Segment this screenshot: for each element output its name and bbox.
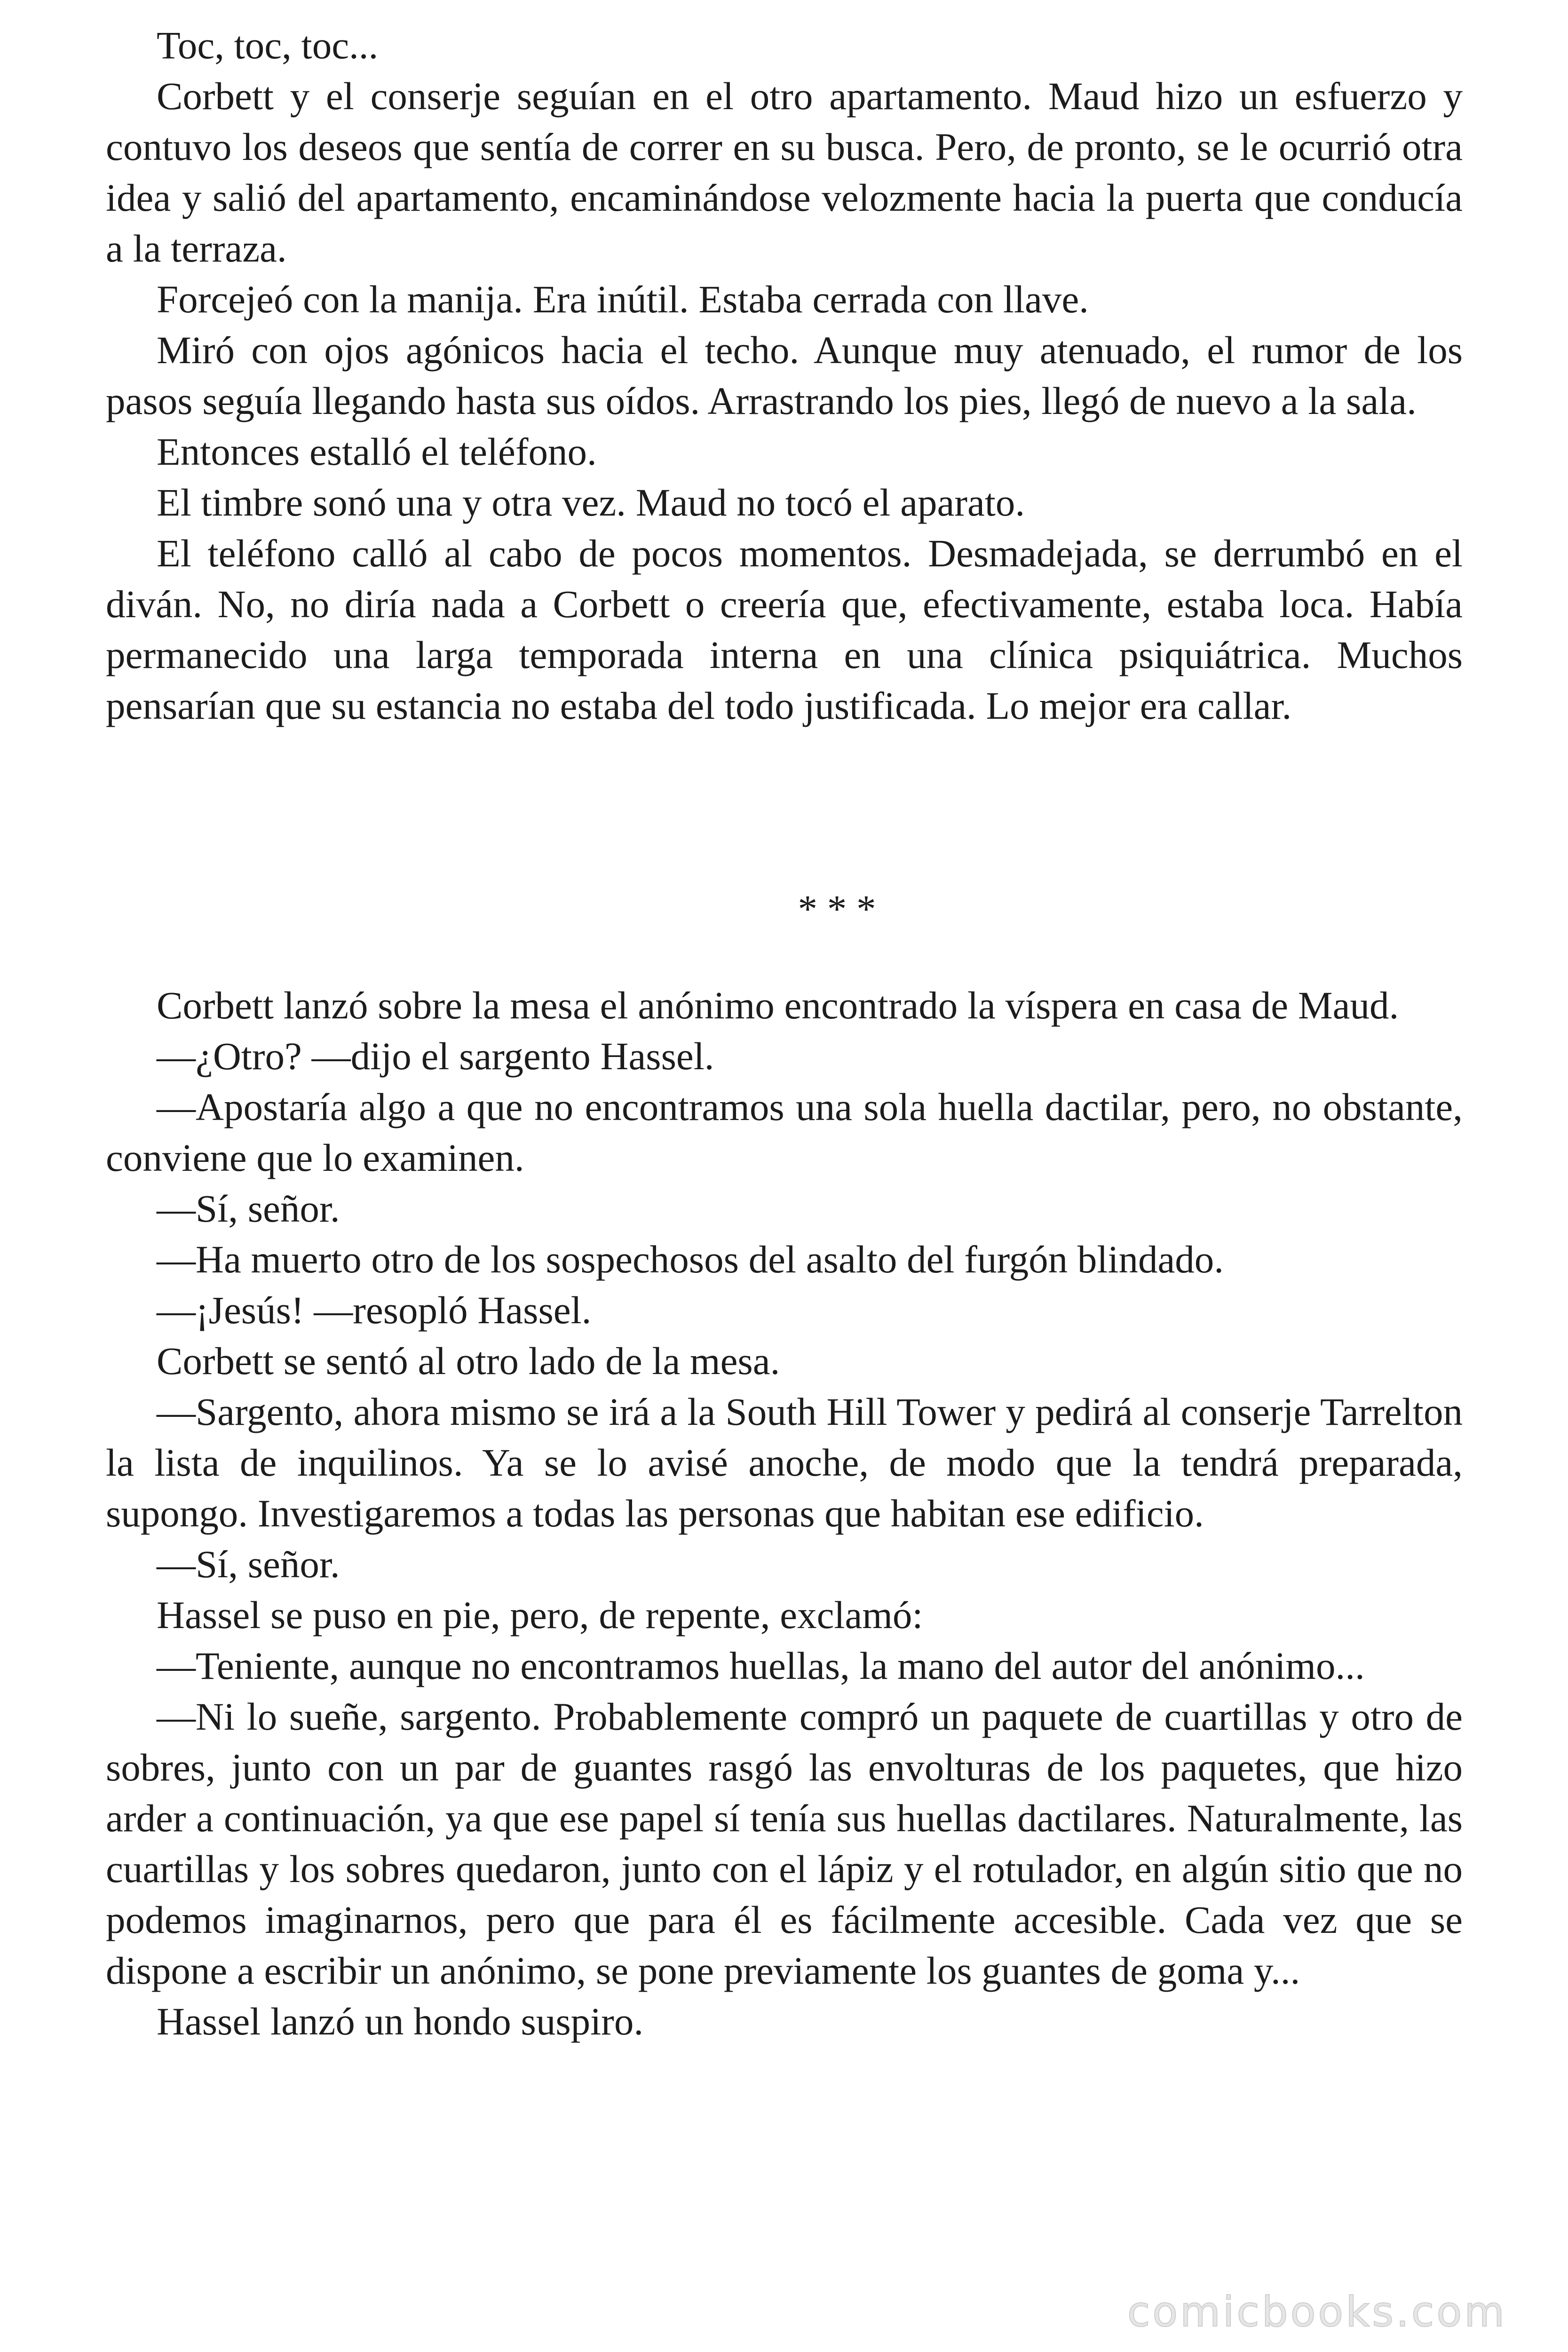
paragraph: Hassel se puso en pie, pero, de repente, exclamó: xyxy=(157,1593,923,1637)
paragraph: Corbett y el conserje seguían en el otro apartamento. Maud hizo un esfuerzo y contuvo los deseos que sentía de correr en su busca. Pero, de pronto, se le ocurrió otra idea y salió del apartamento, encaminándose velozmente hacia la puerta que conducía a la terraza. xyxy=(106,74,1463,270)
text-section-1 xyxy=(106,20,1463,731)
paragraph: —¡Jesús! —resopló Hassel. xyxy=(157,1288,592,1332)
text-section-2 xyxy=(106,980,1463,2047)
paragraph: Corbett se sentó al otro lado de la mesa. xyxy=(157,1339,780,1383)
paragraph: Entonces estalló el teléfono. xyxy=(157,430,597,473)
paragraph: Hassel lanzó un hondo suspiro. xyxy=(157,2000,644,2043)
paragraph: Toc, toc, toc... xyxy=(157,24,379,67)
paragraph: —¿Otro? —dijo el sargento Hassel. xyxy=(157,1034,714,1078)
paragraph: Corbett lanzó sobre la mesa el anónimo encontrado la víspera en casa de Maud. xyxy=(157,984,1399,1027)
paragraph: El timbre sonó una y otra vez. Maud no tocó el aparato. xyxy=(157,481,1025,524)
watermark: comicbooks.com xyxy=(1127,2288,1507,2336)
paragraph: —Ni lo sueñe, sargento. Probablemente compró un paquete de cuartillas y otro de sobres, junto con un par de guantes rasgó las envolturas de los paquetes, que hizo arder a continuación, ya que ese papel sí tenía sus huellas dactilares. Naturalmente, las cuartillas y los sobres quedaron, junto con el lápiz y el rotulador, en algún sitio que no podemos imaginarnos, pero que para él es fácilmente accesible. Cada vez que se dispone a escribir un anónimo, se pone previamente los guantes de goma y... xyxy=(106,1695,1463,1992)
paragraph: —Apostaría algo a que no encontramos una sola huella dactilar, pero, no obstante, conviene que lo examinen. xyxy=(106,1085,1463,1179)
paragraph: Miró con ojos agónicos hacia el techo. Aunque muy atenuado, el rumor de los pasos seguía llegando hasta sus oídos. Arrastrando los pies, llegó de nuevo a la sala. xyxy=(106,328,1463,422)
paragraph: Forcejeó con la manija. Era inútil. Estaba cerrada con llave. xyxy=(157,278,1089,321)
paragraph: —Sargento, ahora mismo se irá a la South Hill Tower y pedirá al conserje Tarrelton la lista de inquilinos. Ya se lo avisé anoche, de modo que la tendrá preparada, supongo. Investigaremos a todas las personas que habitan ese edificio. xyxy=(106,1390,1463,1535)
paragraph: El teléfono calló al cabo de pocos momentos. Desmadejada, se derrumbó en el diván. No, no diría nada a Corbett o creería que, efectivamente, estaba loca. Había permanecido una larga temporada interna en una clínica psiquiátrica. Muchos pensarían que su estancia no estaba del todo justificada. Lo mejor era callar. xyxy=(106,532,1463,727)
paragraph: —Ha muerto otro de los sospechosos del asalto del furgón blindado. xyxy=(157,1238,1224,1281)
scene-break: * * * xyxy=(798,887,876,930)
paragraph: —Sí, señor. xyxy=(157,1542,340,1586)
paragraph: —Sí, señor. xyxy=(157,1187,340,1230)
paragraph: —Teniente, aunque no encontramos huellas, la mano del autor del anónimo... xyxy=(157,1644,1365,1687)
